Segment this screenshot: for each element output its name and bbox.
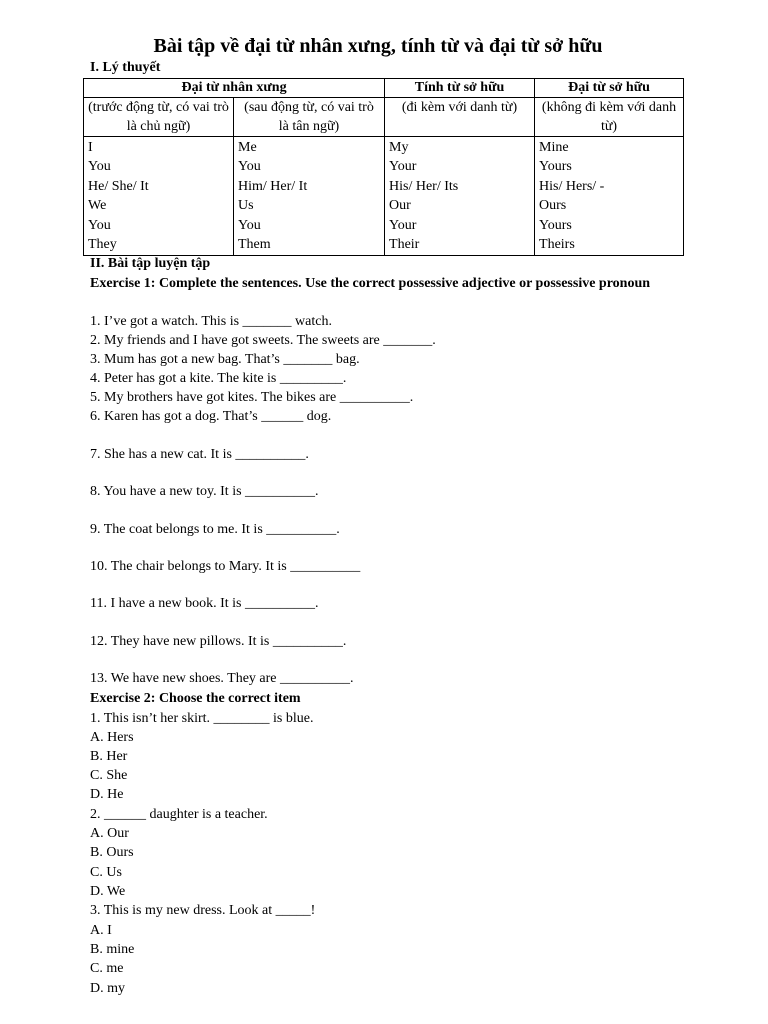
exercise2-question: 2. ______ daughter is a teacher. xyxy=(90,807,268,822)
table-cell-text: You xyxy=(88,217,111,233)
exercise2-option: A. I xyxy=(90,923,112,938)
exercise1-item: 12. They have new pillows. It is __________. xyxy=(90,634,347,649)
table-cell-text: Him/ Her/ It xyxy=(238,178,308,194)
exercise2-option: D. He xyxy=(90,787,124,802)
exercise1-item: 5. My brothers have got kites. The bikes are __________. xyxy=(90,390,414,405)
table-header-row xyxy=(84,79,684,98)
exercise1-item: 10. The chair belongs to Mary. It is __________ xyxy=(90,559,361,574)
table-cell-text: My xyxy=(389,140,409,155)
header-possessive-adjective: Tính từ sở hữu xyxy=(385,79,535,98)
table-cell-text: He/ She/ It xyxy=(88,178,149,194)
exercise2-option: C. Us xyxy=(90,865,122,880)
header-possessive-pronoun: Đại từ sở hữu xyxy=(535,79,684,98)
table-cell-text: Yours xyxy=(539,217,572,233)
table-note-row xyxy=(84,98,684,137)
exercise1-title: Exercise 1: Complete the sentences. Use the correct possessive adjective or possessive pronoun xyxy=(90,276,651,291)
exercise2-option: A. Hers xyxy=(90,730,134,745)
table-cell-text: We xyxy=(88,198,107,214)
header-personal-pronoun: Đại từ nhân xưng xyxy=(84,79,385,98)
table-cell-text: Them xyxy=(238,237,271,253)
table-forms-row xyxy=(84,137,684,256)
note-adjective: (đi kèm với danh từ) xyxy=(385,98,535,137)
table-cell-text: Us xyxy=(238,198,254,214)
subject-pronoun-cell xyxy=(84,137,234,256)
exercise2-title: Exercise 2: Choose the correct item xyxy=(90,691,301,706)
table-cell-text: You xyxy=(88,159,111,175)
exercise2-option: B. mine xyxy=(90,942,135,957)
table-cell-text: You xyxy=(238,217,261,233)
exercise1-item: 4. Peter has got a kite. The kite is _________. xyxy=(90,371,347,386)
exercise2-option: D. We xyxy=(90,884,126,899)
exercise1-item: 2. My friends and I have got sweets. The sweets are _______. xyxy=(90,333,436,348)
table-cell-text: Theirs xyxy=(539,237,575,253)
note-object: (sau động từ, có vai trò là tân ngữ) xyxy=(234,98,385,137)
note-subject: (trước động từ, có vai trò là chủ ngữ) xyxy=(84,98,234,137)
exercise1-item: 1. I’ve got a watch. This is _______ watch. xyxy=(90,314,332,329)
table-cell-text: Our xyxy=(389,198,411,214)
exercise2-question: 1. This isn’t her skirt. ________ is blue. xyxy=(90,711,314,726)
section-theory-heading: I. Lý thuyết xyxy=(90,60,161,75)
section-practice-heading: II. Bài tập luyện tập xyxy=(90,256,211,271)
exercise1-item: 6. Karen has got a dog. That’s ______ dog. xyxy=(90,409,332,424)
object-pronoun-cell xyxy=(234,137,385,256)
exercise1-item: 13. We have new shoes. They are __________. xyxy=(90,671,354,686)
document-page xyxy=(90,0,686,1024)
exercise2-option: B. Her xyxy=(90,749,128,764)
exercise1-item: 3. Mum has got a new bag. That’s _______ bag. xyxy=(90,352,360,367)
possessive-adjective-cell xyxy=(385,137,535,256)
exercise1-item: 7. She has a new cat. It is __________. xyxy=(90,447,309,462)
exercise2-option: D. my xyxy=(90,981,125,996)
table-cell-text: Me xyxy=(238,140,257,155)
exercise1-item: 8. You have a new toy. It is __________. xyxy=(90,484,319,499)
table-cell-text: His/ Hers/ - xyxy=(539,178,605,194)
exercise2-option: C. me xyxy=(90,961,124,976)
table-cell-text: Ours xyxy=(539,198,567,214)
exercise1-item: 9. The coat belongs to me. It is __________. xyxy=(90,522,340,537)
exercise2-option: C. She xyxy=(90,768,128,783)
table-cell-text: Their xyxy=(389,237,420,253)
table-cell-text: Yours xyxy=(539,159,572,175)
exercise1-item: 11. I have a new book. It is __________. xyxy=(90,596,319,611)
possessive-pronoun-cell xyxy=(535,137,684,256)
exercise2-question: 3. This is my new dress. Look at _____! xyxy=(90,903,316,918)
document-title: Bài tập về đại từ nhân xưng, tính từ và đại từ sở hữu xyxy=(153,35,603,57)
table-cell-text: You xyxy=(238,159,261,175)
note-pronoun: (không đi kèm với danh từ) xyxy=(535,98,684,137)
table-cell-text: Mine xyxy=(539,140,569,155)
table-cell-text: I xyxy=(88,140,93,155)
exercise2-option: A. Our xyxy=(90,826,129,841)
exercise2-option: B. Ours xyxy=(90,845,134,860)
table-cell-text: His/ Her/ Its xyxy=(389,178,459,194)
table-cell-text: Your xyxy=(389,159,417,175)
table-cell-text: They xyxy=(88,237,117,253)
table-cell-text: Your xyxy=(389,217,417,233)
pronoun-table xyxy=(83,78,684,256)
